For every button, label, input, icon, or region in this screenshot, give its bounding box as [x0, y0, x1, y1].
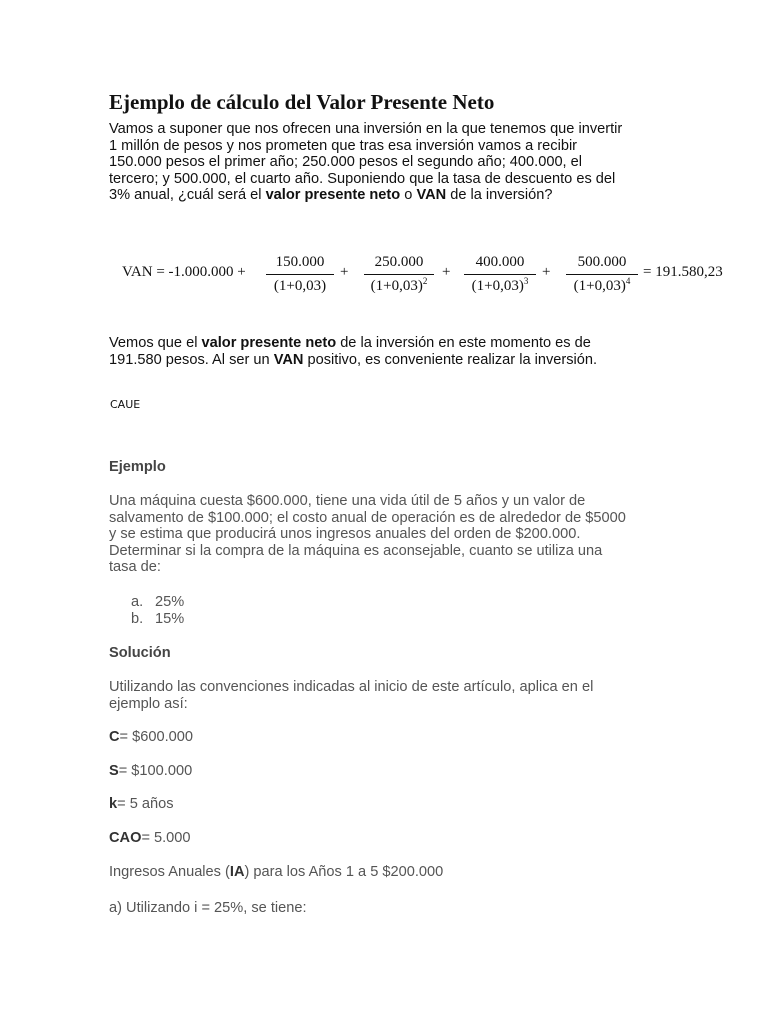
variable-line	[109, 796, 174, 813]
ejemplo-line: tasa de:	[109, 559, 161, 576]
plus-sign: +	[442, 264, 451, 280]
variable-label: CAO	[109, 830, 142, 846]
ejemplo-paragraph	[109, 493, 626, 576]
variable-line	[109, 729, 193, 746]
intro-line: 150.000 pesos el primer año; 250.000 pesos el segundo año; 400.000, el	[109, 154, 583, 171]
variable-label: C	[109, 729, 120, 745]
intro-line: 1 millón de pesos y nos prometen que tras esa inversión vamos a recibir	[109, 137, 578, 154]
ejemplo-line: Determinar si la compra de la máquina es aconsejable, cuanto se utiliza una	[109, 542, 603, 559]
bold-term: IA	[229, 864, 245, 880]
variable-label: S	[109, 763, 119, 779]
text-run: 191.580 pesos. Al ser un	[109, 351, 274, 368]
solucion-heading: Solución	[109, 645, 171, 661]
exponent: 4	[625, 276, 631, 286]
ejemplo-line: Una máquina cuesta $600.000, tiene una vida útil de 5 años y un valor de	[109, 493, 586, 509]
fraction-numerator: 400.000	[475, 254, 525, 270]
exponent: 3	[523, 276, 529, 286]
ingresos-line	[109, 864, 443, 881]
ingresos-text	[109, 864, 443, 881]
variable-s	[109, 763, 192, 780]
fraction-bar	[464, 274, 536, 275]
fraction-2	[364, 254, 434, 295]
denominator-text: (1+0,03)	[573, 278, 626, 294]
page-title: Ejemplo de cálculo del Valor Presente Neto	[109, 90, 495, 114]
variable-line	[109, 830, 191, 847]
list-marker: a.	[131, 594, 144, 610]
text-run: Vemos que el	[109, 335, 202, 351]
utilizando-line: a) Utilizando i = 25%, se tiene:	[109, 900, 307, 916]
fraction-numerator: 500.000	[577, 254, 627, 270]
variable-cao	[109, 830, 191, 847]
denominator-text: (1+0,03)	[370, 278, 423, 294]
fraction-3	[464, 254, 536, 295]
formula-lhs: VAN = -1.000.000 +	[122, 264, 246, 280]
ejemplo-line: salvamento de $100.000; el costo anual de operación es de alrededor de $5000	[109, 509, 626, 526]
ejemplo-heading: Ejemplo	[109, 459, 166, 475]
fraction-denominator	[464, 278, 536, 295]
conclusion-line	[109, 335, 597, 352]
fraction-bar	[364, 274, 434, 275]
variable-label: k	[109, 796, 118, 812]
text-run: 3% anual, ¿cuál será el	[109, 187, 266, 204]
variable-value: = $600.000	[119, 729, 193, 745]
exponent: 2	[422, 276, 428, 286]
conclusion-line	[109, 352, 597, 369]
caue-heading: CAUE	[110, 398, 141, 411]
solucion-line: ejemplo así:	[109, 695, 188, 712]
text-run: ) para los Años 1 a 5 $200.000	[244, 864, 444, 880]
bold-term: VAN	[273, 351, 304, 368]
denominator-text: (1+0,03)	[273, 278, 327, 294]
list-item	[131, 611, 184, 628]
fraction-bar	[566, 274, 638, 275]
fraction-numerator: 250.000	[374, 254, 424, 270]
intro-line: Vamos a suponer que nos ofrecen una inversión en la que tenemos que invertir	[109, 121, 623, 137]
fraction-4	[566, 254, 638, 295]
denominator-text: (1+0,03)	[471, 278, 524, 294]
bold-term: valor presente neto	[265, 187, 401, 204]
fraction-denominator	[566, 278, 638, 295]
fraction-1	[266, 254, 334, 295]
list-marker: b.	[131, 610, 144, 627]
list-item-text: 15%	[155, 610, 185, 627]
variable-line	[109, 763, 192, 780]
ejemplo-line: y se estima que producirá unos ingresos anuales del orden de $200.000.	[109, 526, 581, 543]
text-run: o	[400, 187, 417, 204]
list-item-text: 25%	[155, 594, 185, 610]
conclusion-paragraph	[109, 335, 597, 368]
text-run: de la inversión en este momento es de	[336, 335, 591, 351]
text-run: Ingresos Anuales (	[109, 864, 230, 880]
bold-term: VAN	[416, 187, 447, 204]
fraction-denominator	[364, 278, 434, 295]
list-item	[131, 594, 184, 611]
bold-term: valor presente neto	[201, 335, 337, 351]
fraction-numerator: 150.000	[275, 254, 325, 270]
intro-line	[109, 187, 622, 204]
intro-paragraph	[109, 121, 622, 204]
rate-options-list	[131, 594, 184, 627]
fraction-bar	[266, 274, 334, 275]
solucion-line: Utilizando las convenciones indicadas al inicio de este artículo, aplica en el	[109, 679, 594, 695]
variable-value: = 5 años	[117, 796, 174, 812]
solucion-paragraph	[109, 679, 593, 712]
formula-result: = 191.580,23	[643, 264, 723, 280]
variable-c	[109, 729, 193, 746]
text-run: de la inversión?	[446, 187, 553, 204]
intro-line: tercero; y 500.000, el cuarto año. Suponiendo que la tasa de descuento es del	[109, 170, 616, 187]
plus-sign: +	[340, 264, 349, 280]
variable-value: = 5.000	[141, 830, 191, 846]
plus-sign: +	[542, 264, 551, 280]
fraction-denominator	[266, 278, 334, 295]
text-run: positivo, es conveniente realizar la inversión.	[303, 351, 598, 368]
variable-value: = $100.000	[118, 763, 193, 779]
variable-k	[109, 796, 174, 813]
